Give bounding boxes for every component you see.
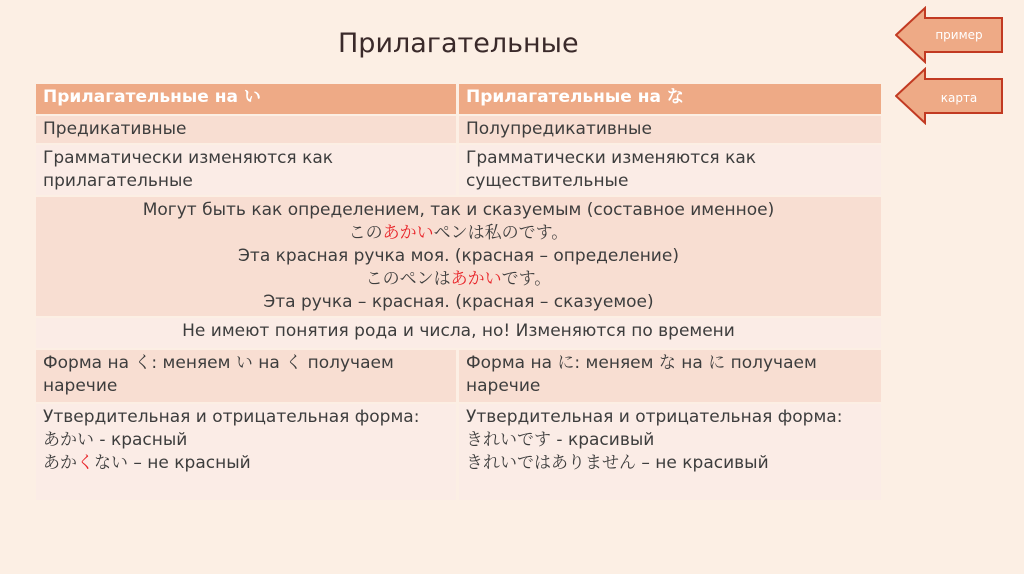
forms-right-title: Утвердительная и отрицательная форма:	[466, 407, 843, 427]
adjectives-table	[36, 82, 881, 502]
table-header-row	[36, 84, 881, 114]
header-i-adjectives: Прилагательные на い	[36, 84, 459, 114]
table-row	[36, 318, 881, 348]
header-na-adjectives: Прилагательные на な	[459, 84, 881, 114]
usage-line-4-a: このペンは	[365, 269, 451, 289]
cell-adverb-right: Форма на に: меняем な на に получаем наречие	[459, 350, 881, 402]
cell-forms-left	[36, 404, 459, 500]
usage-line-1: Могут быть как определением, так и сказуемым (составное именное)	[142, 200, 775, 220]
table-row	[36, 116, 881, 143]
usage-line-3: Эта красная ручка моя. (красная – определение)	[238, 246, 679, 266]
usage-line-2-a: この	[348, 223, 383, 243]
forms-left-line-2	[43, 452, 449, 475]
usage-line-2	[43, 222, 874, 245]
forms-left-line-1: あかい - красный	[43, 430, 188, 450]
cell-grammar-left: Грамматически изменяются как прилагательные	[36, 145, 459, 195]
usage-line-2-highlight: あかい	[382, 223, 434, 243]
forms-left-title: Утвердительная и отрицательная форма:	[43, 407, 420, 427]
cell-adverb-left: Форма на く: меняем い на く получаем наречие	[36, 350, 459, 402]
forms-right-line-1: きれいです - красивый	[466, 430, 655, 450]
usage-line-4-highlight: あかい	[450, 269, 502, 289]
forms-left-line-2-a: あか	[43, 453, 77, 473]
cell-predicative: Предикативные	[36, 116, 459, 143]
example-nav-label: пример	[935, 28, 983, 42]
forms-right-line-2: きれいではありません – не красивый	[466, 453, 769, 473]
card-nav-button[interactable]	[895, 67, 1005, 125]
forms-left-line-2-b: ない – не красный	[94, 453, 251, 473]
example-nav-button[interactable]	[895, 6, 1005, 64]
cell-gender-number: Не имеют понятия рода и числа, но! Изменяются по времени	[36, 318, 881, 348]
usage-line-4-b: です。	[501, 269, 552, 289]
table-row	[36, 404, 881, 500]
cell-semipredicative: Полупредикативные	[459, 116, 881, 143]
table-row	[36, 350, 881, 402]
table-row	[36, 197, 881, 316]
table-row	[36, 145, 881, 195]
forms-left-line-2-highlight: く	[77, 453, 94, 473]
cell-grammar-right: Грамматически изменяются как существительные	[459, 145, 881, 195]
usage-line-2-b: ペンは私のです。	[433, 223, 569, 243]
usage-line-5: Эта ручка – красная. (красная – сказуемое)	[263, 292, 654, 312]
cell-usage-examples	[36, 197, 881, 316]
usage-line-4	[43, 268, 874, 291]
card-nav-label: карта	[940, 91, 978, 105]
cell-forms-right	[459, 404, 881, 500]
page-title: Прилагательные	[338, 28, 579, 59]
